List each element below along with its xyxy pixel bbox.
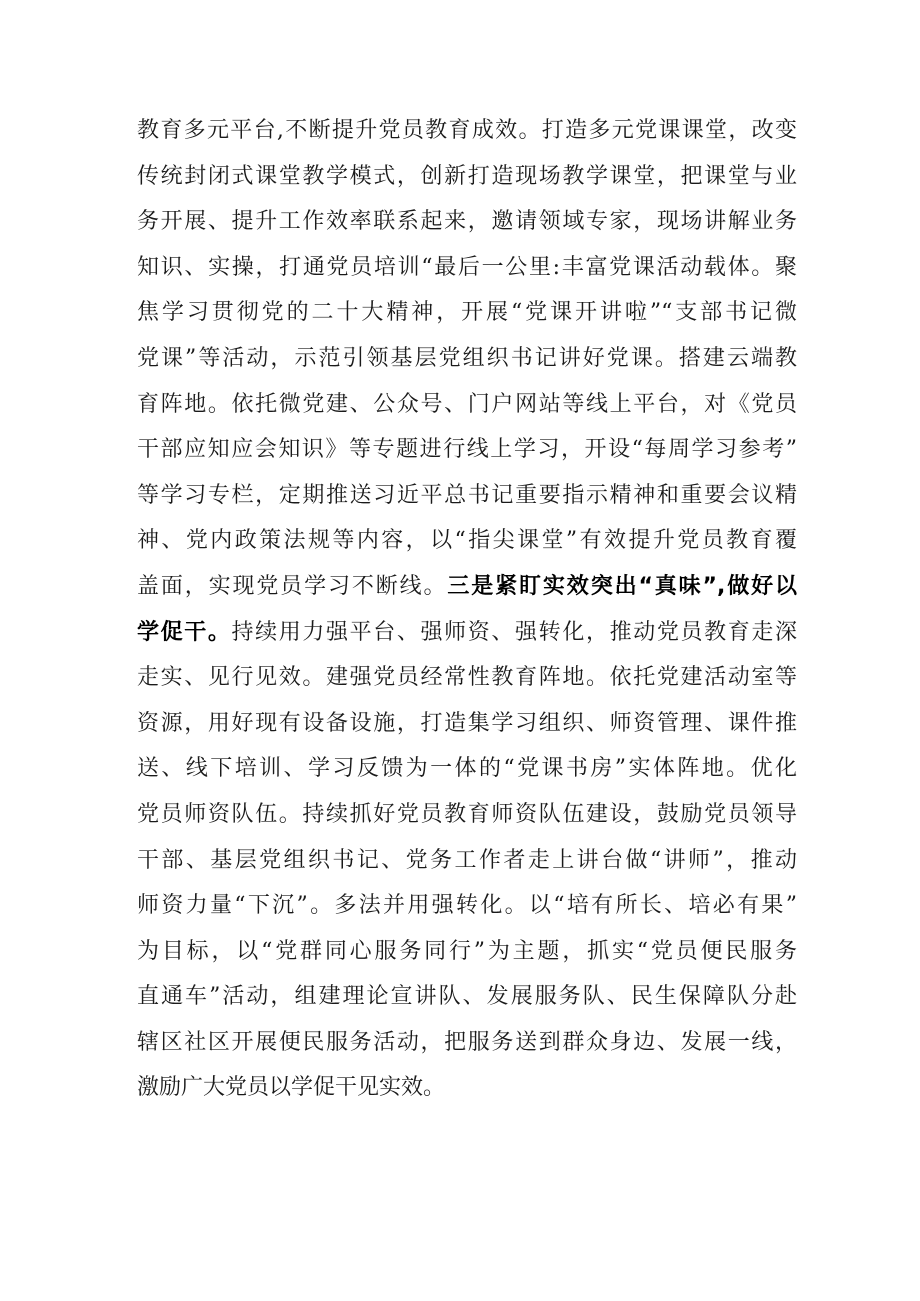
- bold-heading-part-1: 三是紧盯实效突出“真味”,做好以: [447, 573, 797, 599]
- text-line-2: 传统封闭式课堂教学模式，创新打造现场教学课堂，把课堂与业: [137, 163, 797, 189]
- text-line-4: 知识、实操，打通党员培训“最后一公里:丰富党课活动载体。聚: [137, 254, 797, 280]
- text-line-1: 教育多元平台,不断提升党员教育成效。打造多元党课课堂，改变: [137, 118, 797, 143]
- text-line-20: 直通车”活动，组建理论宣讲队、发展服务队、民生保障队分赴: [137, 984, 797, 1010]
- text-line-11: [137, 564, 797, 610]
- text-line-12-regular: 持续用力强平台、强师资、强转化，推动党员教育走深: [231, 619, 797, 645]
- text-line-21: 辖区社区开展便民服务活动，把服务送到群众身边、发展一线，: [137, 1029, 797, 1055]
- text-line-22: 激励广大党员以学促干见实效。: [137, 1075, 446, 1101]
- text-line-8: 干部应知应会知识》等专题进行线上学习，开设“每周学习参考”: [137, 437, 797, 463]
- text-line-12: [137, 610, 797, 656]
- text-line-6: 党课”等活动，示范引领基层党组织书记讲好党课。搭建云端教: [137, 345, 797, 371]
- text-line-9: 等学习专栏，定期推送习近平总书记重要指示精神和重要会议精: [137, 482, 797, 508]
- text-line-14: 资源，用好现有设备设施，打造集学习组织、师资管理、课件推: [137, 710, 797, 736]
- text-line-13: 走实、见行见效。建强党员经常性教育阵地。依托党建活动室等: [137, 665, 797, 691]
- text-line-19: 为目标，以“党群同心服务同行”为主题，抓实“党员便民服务: [137, 938, 797, 964]
- text-line-15: 送、线下培训、学习反馈为一体的“党课书房”实体阵地。优化: [137, 756, 797, 782]
- text-line-17: 干部、基层党组织书记、党务工作者走上讲台做“讲师”，推动: [137, 847, 797, 873]
- bold-heading-part-2: 学促干。: [137, 619, 232, 645]
- text-line-5: 焦学习贯彻党的二十大精神，开展“党课开讲啦”“支部书记微: [137, 300, 797, 326]
- text-line-16: 党员师资队伍。持续抓好党员教育师资队伍建设，鼓励党员领导: [137, 801, 797, 827]
- text-line-3: 务开展、提升工作效率联系起来，邀请领域专家，现场讲解业务: [137, 209, 797, 235]
- body-paragraph: [137, 108, 797, 1111]
- text-line-11-regular: 盖面，实现党员学习不断线。: [137, 573, 448, 599]
- text-line-10: 神、党内政策法规等内容，以“指尖课堂”有效提升党员教育覆: [137, 528, 797, 554]
- text-line-18: 师资力量“下沉”。多法并用强转化。以“培有所长、培必有果”: [137, 893, 797, 919]
- text-line-7: 育阵地。依托微党建、公众号、门户网站等线上平台，对《党员: [137, 391, 797, 417]
